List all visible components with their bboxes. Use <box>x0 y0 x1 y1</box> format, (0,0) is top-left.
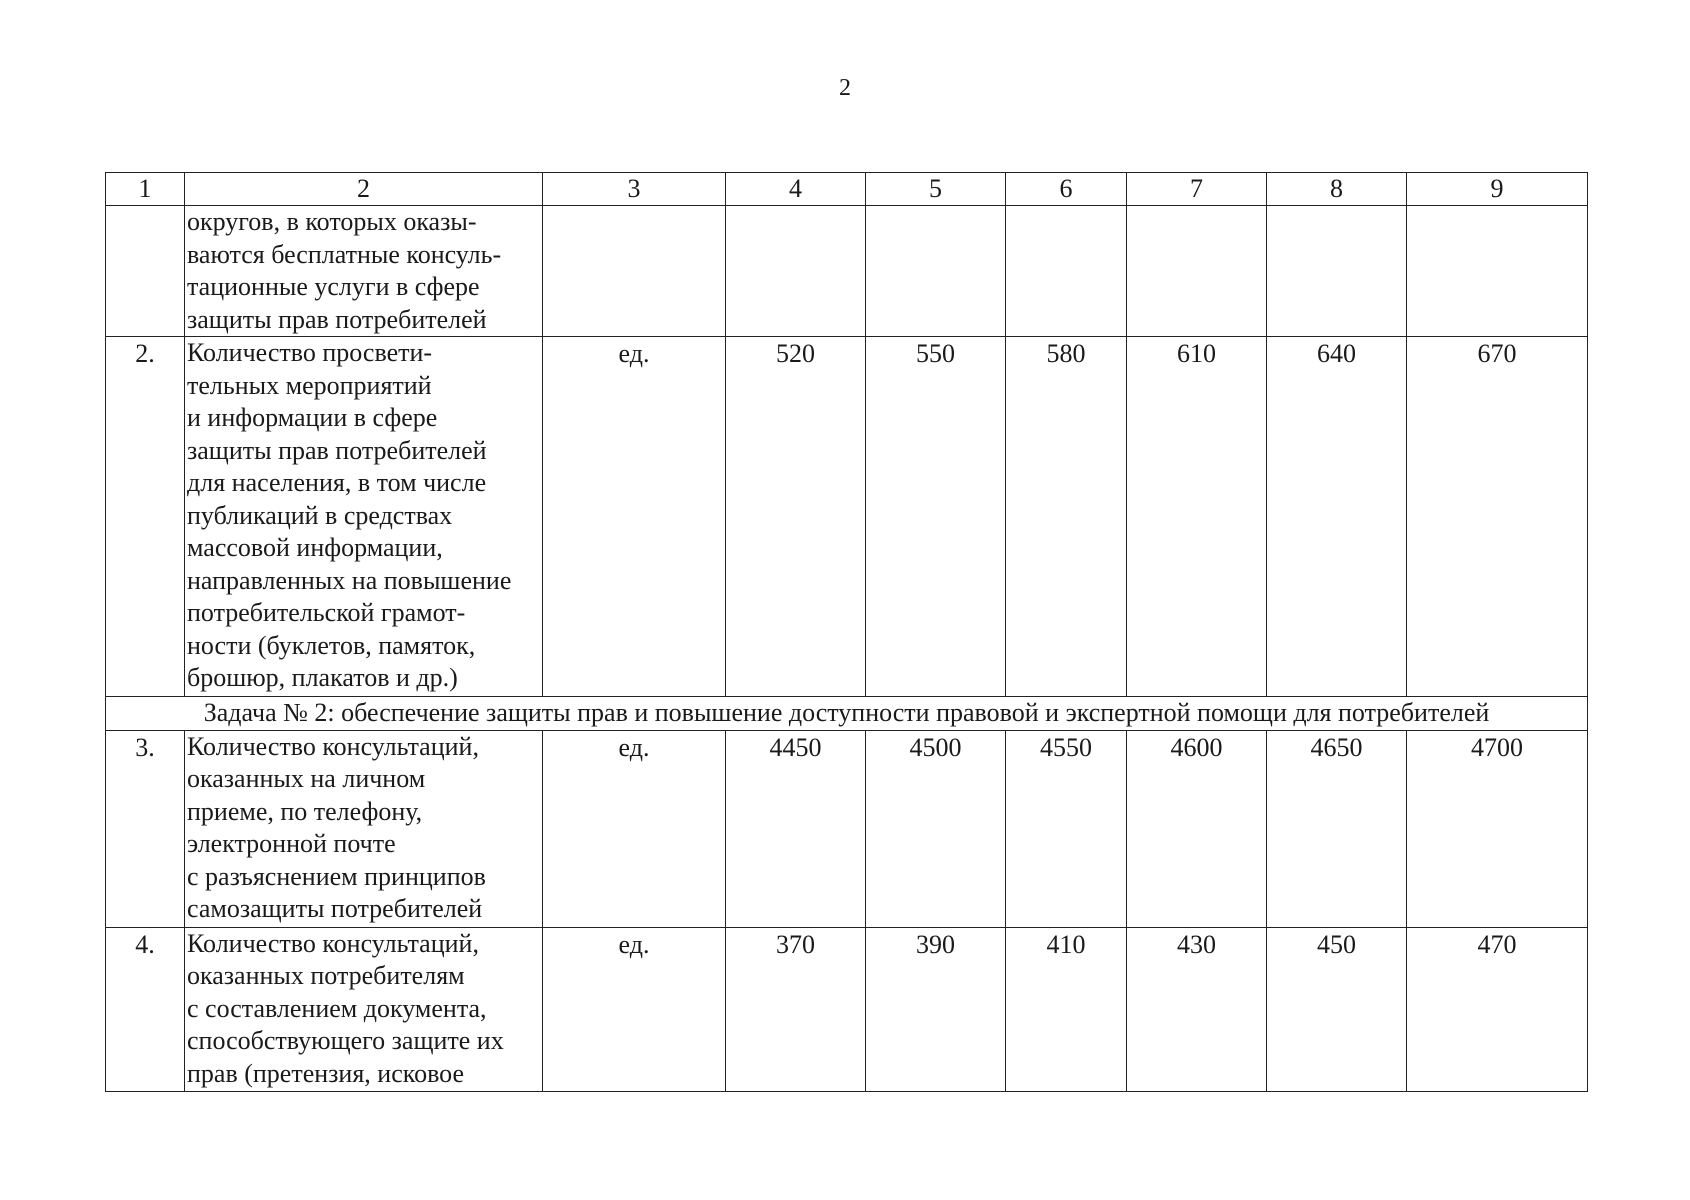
unit-cell <box>543 206 726 337</box>
unit-cell: ед. <box>543 730 726 927</box>
column-number: 1 <box>106 173 185 206</box>
table-row <box>106 730 1588 927</box>
value-cell: 4550 <box>1006 730 1127 927</box>
unit-cell: ед. <box>543 337 726 697</box>
row-index: 4. <box>106 927 185 1091</box>
table-row <box>106 927 1588 1091</box>
value-cell: 550 <box>866 337 1006 697</box>
page-number: 2 <box>839 75 851 101</box>
column-number: 5 <box>866 173 1006 206</box>
value-cell: 520 <box>726 337 866 697</box>
value-cell <box>1006 206 1127 337</box>
indicators-table <box>105 172 1588 1092</box>
indicator-description: Количество просвети- тельных мероприятий и информации в сфере защиты прав потребителей для населения, в том числе публикаций в средствах массовой информации, направленных на повышение потребительской грамот- ности (буклетов, памяток, брошюр, плакатов и др.) <box>185 337 543 697</box>
column-number: 4 <box>726 173 866 206</box>
column-number: 7 <box>1127 173 1267 206</box>
value-cell: 610 <box>1127 337 1267 697</box>
value-cell: 470 <box>1407 927 1588 1091</box>
value-cell: 370 <box>726 927 866 1091</box>
value-cell: 4700 <box>1407 730 1588 927</box>
index-cell <box>106 206 185 337</box>
value-cell <box>1407 206 1588 337</box>
indicator-description: Количество консультаций, оказанных потребителям с составлением документа, способствующего защите их прав (претензия, исковое <box>185 927 543 1091</box>
value-cell: 4500 <box>866 730 1006 927</box>
table-row-continuation <box>106 206 1588 337</box>
column-number: 2 <box>185 173 543 206</box>
task-2-heading: Задача № 2: обеспечение защиты прав и повышение доступности правовой и экспертной помощи для потребителей <box>106 697 1588 731</box>
task-header-row <box>106 697 1588 731</box>
column-number: 8 <box>1267 173 1407 206</box>
column-number-row <box>106 173 1588 206</box>
value-cell: 410 <box>1006 927 1127 1091</box>
row-index: 3. <box>106 730 185 927</box>
column-number: 3 <box>543 173 726 206</box>
value-cell <box>726 206 866 337</box>
value-cell: 580 <box>1006 337 1127 697</box>
value-cell <box>1267 206 1407 337</box>
value-cell: 430 <box>1127 927 1267 1091</box>
value-cell: 640 <box>1267 337 1407 697</box>
value-cell: 4450 <box>726 730 866 927</box>
value-cell: 670 <box>1407 337 1588 697</box>
column-number: 9 <box>1407 173 1588 206</box>
indicator-description: округов, в которых оказы- ваются бесплатные консуль- тационные услуги в сфере защиты прав потребителей <box>185 206 543 337</box>
table-row <box>106 337 1588 697</box>
value-cell: 390 <box>866 927 1006 1091</box>
indicator-description: Количество консультаций, оказанных на личном приеме, по телефону, электронной почте с разъяснением принципов самозащиты потребителей <box>185 730 543 927</box>
value-cell <box>1127 206 1267 337</box>
value-cell <box>866 206 1006 337</box>
value-cell: 450 <box>1267 927 1407 1091</box>
value-cell: 4650 <box>1267 730 1407 927</box>
unit-cell: ед. <box>543 927 726 1091</box>
row-index: 2. <box>106 337 185 697</box>
value-cell: 4600 <box>1127 730 1267 927</box>
column-number: 6 <box>1006 173 1127 206</box>
